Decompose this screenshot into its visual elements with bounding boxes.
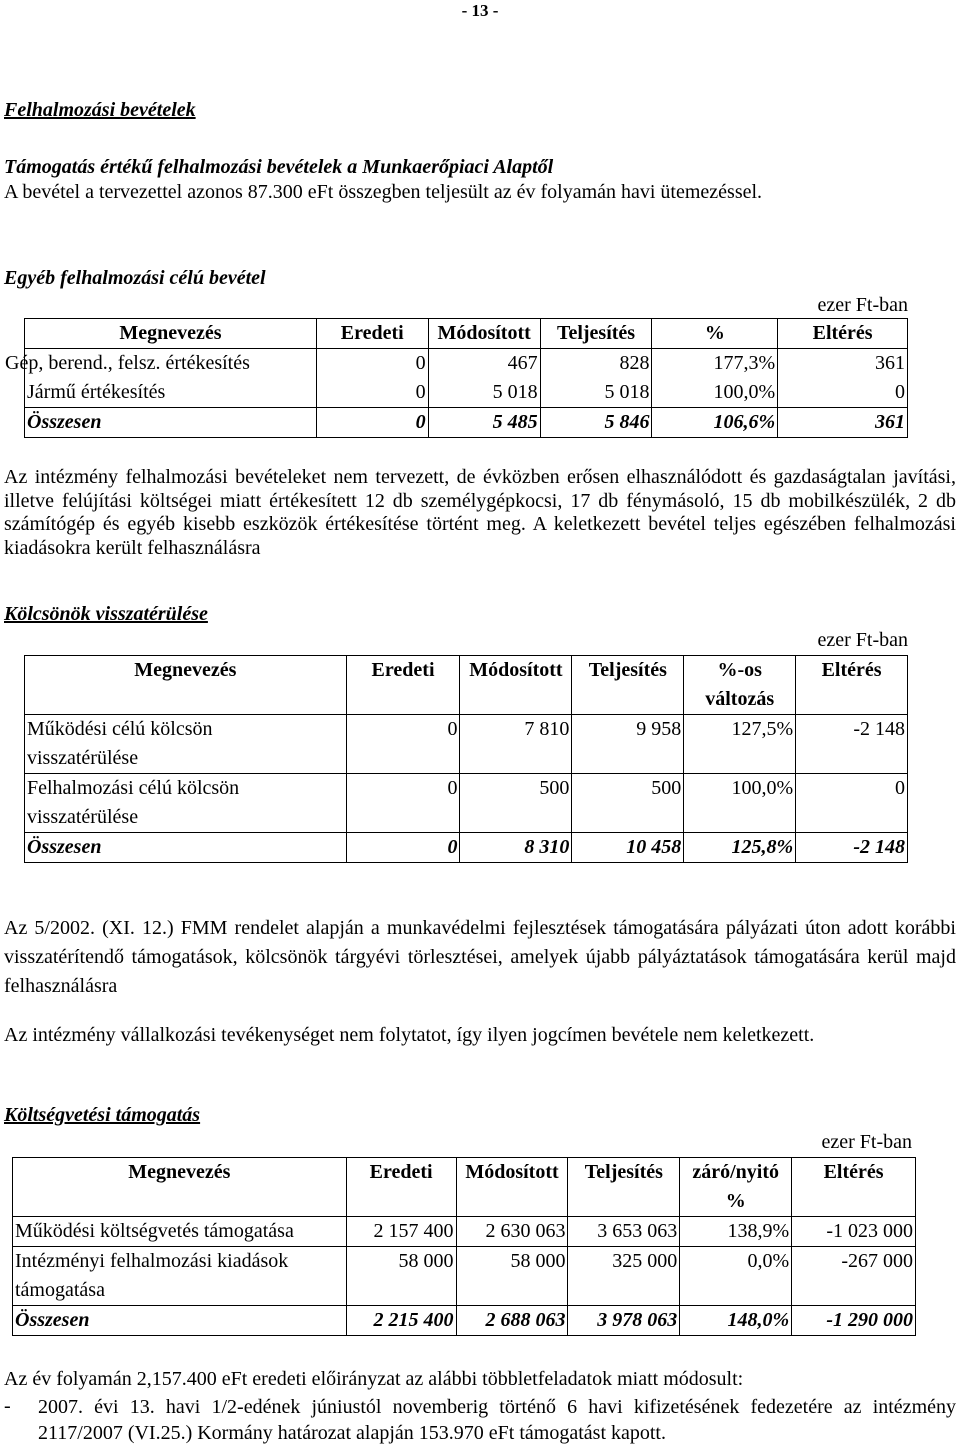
table-cell: 0 <box>316 378 428 408</box>
table-total-row <box>13 1306 916 1336</box>
table-cell: 2 688 063 <box>456 1306 568 1336</box>
table-cell: 0 <box>346 833 460 863</box>
subtitle-munkaeropiaci: Támogatás értékű felhalmozási bevételek a Munkaerőpiaci Alaptől <box>4 156 554 178</box>
paragraph-egyeb: Az intézmény felhalmozási bevételeket nem tervezett, de évközben erősen elhasználódott és gazdaságtalan javítási, illetve felújítási költségei miatt értékesített 12 db személygépkocsi, 17 db fénymásoló, 15 db mobilkészülék, 2 db számítógép és egyéb kisebb eszközök értékesítése történt meg. A keletkezett bevétel teljes egészében felhalmozási kiadásokra került felhasználásra <box>4 466 956 559</box>
table-cell: 500 <box>460 774 572 833</box>
table-cell: -2 148 <box>796 715 908 774</box>
table-cell: 5 018 <box>540 378 652 408</box>
table-row <box>25 378 908 408</box>
table-row <box>25 349 908 379</box>
column-header: Eredeti <box>346 656 460 715</box>
paragraph-eloiranyzat: Az év folyamán 2,157.400 eFt eredeti előirányzat az alábbi többletfeladatok miatt módosult: <box>4 1368 744 1390</box>
unit-label-kolcsonok: ezer Ft-ban <box>817 629 908 651</box>
table-cell: 0 <box>316 408 428 438</box>
table-cell: 5 018 <box>428 378 540 408</box>
column-header: Eltérés <box>778 319 908 349</box>
table-cell: 361 <box>778 349 908 379</box>
table-header-row <box>25 319 908 349</box>
table-cell: 0 <box>346 715 460 774</box>
table-cell: Felhalmozási célú kölcsön visszatérülése <box>25 774 347 833</box>
table-cell: Jármű értékesítés <box>25 378 317 408</box>
table-cell: 58 000 <box>346 1247 456 1306</box>
column-header: Megnevezés <box>25 656 347 715</box>
unit-label-egyeb: ezer Ft-ban <box>817 294 908 316</box>
table-cell: 7 810 <box>460 715 572 774</box>
table-cell: 0 <box>346 774 460 833</box>
table-cell: Működési költségvetés támogatása <box>13 1217 347 1247</box>
column-header: Eltérés <box>796 656 908 715</box>
table-cell: 0,0% <box>680 1247 792 1306</box>
table-total-row <box>25 833 908 863</box>
table-cell: 138,9% <box>680 1217 792 1247</box>
table-cell: 467 <box>428 349 540 379</box>
table-cell: 2 157 400 <box>346 1217 456 1247</box>
table-cell: 100,0% <box>652 378 778 408</box>
paragraph-fmm-rendelet: Az 5/2002. (XI. 12.) FMM rendelet alapján a munkavédelmi fejlesztések támogatására pályázati úton adott korábbi visszatérítendő támogatások, kölcsönök tárgyévi törlesztései, amelyek újabb pályáztatások támogatására kerül majd felhasználásra <box>4 917 956 997</box>
column-header: Megnevezés <box>13 1158 347 1217</box>
table-cell: 500 <box>572 774 684 833</box>
table-cell: 5 846 <box>540 408 652 438</box>
table-cell: -1 290 000 <box>792 1306 916 1336</box>
section-title-egyeb: Egyéb felhalmozási célú bevétel <box>4 267 266 289</box>
table-egyeb <box>5 318 908 438</box>
table-cell: 3 978 063 <box>568 1306 680 1336</box>
section-title-kolcsonok: Kölcsönök visszatérülése <box>4 603 208 625</box>
table-koltsegvetesi <box>12 1157 916 1336</box>
table-cell: 127,5% <box>684 715 796 774</box>
table-cell: 0 <box>796 774 908 833</box>
table-cell: 177,3% <box>652 349 778 379</box>
table-cell: 2 630 063 <box>456 1217 568 1247</box>
table-cell: 3 653 063 <box>568 1217 680 1247</box>
table-cell: 58 000 <box>456 1247 568 1306</box>
table-cell: Összesen <box>25 833 347 863</box>
column-header: Eltérés <box>792 1158 916 1217</box>
column-header: Eredeti <box>346 1158 456 1217</box>
table-row <box>25 715 908 774</box>
table-row <box>13 1247 916 1306</box>
column-header: záró/nyitó % <box>680 1158 792 1217</box>
section-title-koltsegvetesi: Költségvetési támogatás <box>4 1104 201 1126</box>
table-cell: Összesen <box>25 408 317 438</box>
column-header: Módosított <box>456 1158 568 1217</box>
column-header: Teljesítés <box>572 656 684 715</box>
table-cell: 2 215 400 <box>346 1306 456 1336</box>
table-total-row <box>25 408 908 438</box>
table-cell: 10 458 <box>572 833 684 863</box>
table-cell: 8 310 <box>460 833 572 863</box>
table-cell: 106,6% <box>652 408 778 438</box>
table-cell: Gép, berend., felsz. értékesítés <box>3 349 295 379</box>
unit-label-koltsegvetesi: ezer Ft-ban <box>821 1131 912 1153</box>
table-cell: 361 <box>778 408 908 438</box>
table-cell: 9 958 <box>572 715 684 774</box>
table-cell: Működési célú kölcsön visszatérülése <box>25 715 347 774</box>
table-header-row <box>13 1158 916 1217</box>
table-cell: 828 <box>540 349 652 379</box>
table-row <box>25 774 908 833</box>
section-title-felhalmozasi: Felhalmozási bevételek <box>4 99 196 121</box>
column-header: Módosított <box>460 656 572 715</box>
column-header: Megnevezés <box>25 319 317 349</box>
column-header: Módosított <box>428 319 540 349</box>
bullet-marker: - <box>4 1395 11 1417</box>
table-cell: 100,0% <box>684 774 796 833</box>
table-cell: -2 148 <box>796 833 908 863</box>
table-cell: 0 <box>316 349 428 379</box>
table-cell: -267 000 <box>792 1247 916 1306</box>
table-kolcsonok <box>24 655 908 863</box>
bullet-item: 2007. évi 13. havi 1/2-edének júniustól novemberig történő 6 havi kifizetésének fedezetére az intézmény 2117/2007 (VI.25.) Kormány határozat alapján 153.970 eFt támogatást kapott. <box>38 1396 956 1444</box>
table-cell: -1 023 000 <box>792 1217 916 1247</box>
table-cell: 148,0% <box>680 1306 792 1336</box>
paragraph-vallalkozasi: Az intézmény vállalkozási tevékenységet nem folytatot, így ilyen jogcímen bevétele nem keletkezett. <box>4 1024 815 1046</box>
column-header: %-os változás <box>684 656 796 715</box>
table-cell: 5 485 <box>428 408 540 438</box>
table-header-row <box>25 656 908 715</box>
table-cell: 125,8% <box>684 833 796 863</box>
column-header: % <box>652 319 778 349</box>
column-header: Teljesítés <box>540 319 652 349</box>
table-row <box>13 1217 916 1247</box>
column-header: Teljesítés <box>568 1158 680 1217</box>
page-number: - 13 - <box>461 1 499 20</box>
table-cell: Összesen <box>13 1306 347 1336</box>
paragraph-munkaeropiaci: A bevétel a tervezettel azonos 87.300 eFt összegben teljesült az év folyamán havi ütemezéssel. <box>4 181 763 203</box>
column-header: Eredeti <box>316 319 428 349</box>
table-cell: 325 000 <box>568 1247 680 1306</box>
table-cell: 0 <box>778 378 908 408</box>
table-cell: Intézményi felhalmozási kiadások támogatása <box>13 1247 347 1306</box>
